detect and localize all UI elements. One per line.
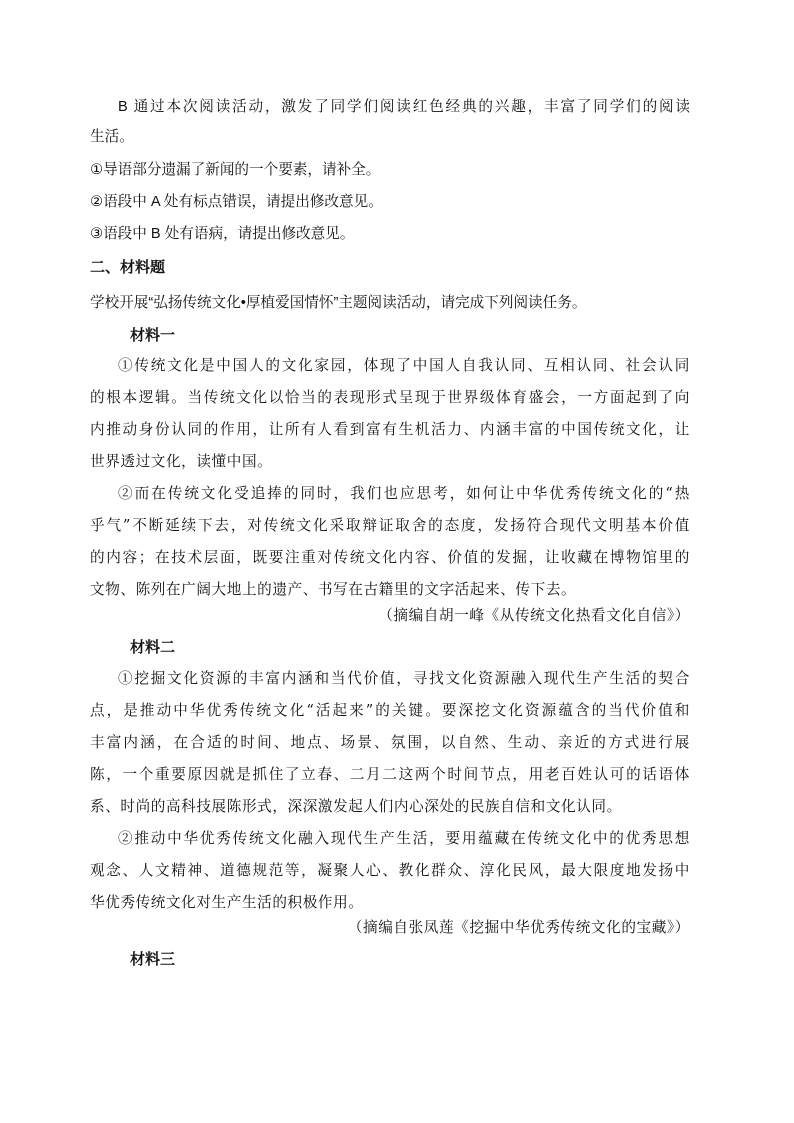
material-1-p2-line-3: 的内容；在技术层面，既要注重对传统文化内容、价值的发掘，让收藏在博物馆里的 bbox=[90, 549, 690, 566]
section-intro: 学校开展“弘扬传统文化•厚植爱国情怀”主题阅读活动，请完成下列阅读任务。 bbox=[90, 295, 587, 311]
material-3-title: 材料三 bbox=[130, 951, 176, 968]
material-2-p2-line-2: 观念、人文精神、道德规范等，凝聚人心、教化群众、淳化民风，最大限度地发扬中 bbox=[90, 862, 690, 879]
material-1-title: 材料一 bbox=[130, 327, 176, 344]
material-2-p2-line-3: 华优秀传统文化对生产生活的积极作用。 bbox=[90, 894, 364, 911]
material-1-p1-line-2: 的根本逻辑。当传统文化以恰当的表现形式呈现于世界级体育盛会，一方面起到了向 bbox=[90, 389, 690, 406]
material-2-source: （摘编自张凤莲《挖掘中华优秀传统文化的宝藏》） bbox=[347, 919, 690, 936]
question-2: ②语段中 A 处有标点错误，请提出修改意见。 bbox=[90, 194, 383, 210]
material-1-p2-line-4: 文物、陈列在广阔大地上的遗产、书写在古籍里的文字活起来、传下去。 bbox=[90, 581, 577, 598]
material-1-p1-line-4: 世界透过文化，读懂中国。 bbox=[90, 453, 273, 470]
option-b-line-2: 生活。 bbox=[90, 129, 134, 145]
material-1-source: （摘编自胡一峰《从传统文化热看文化自信》） bbox=[378, 607, 690, 624]
option-b-line-1: B 通过本次阅读活动，激发了同学们阅读红色经典的兴趣，丰富了同学们的阅读 bbox=[118, 99, 690, 115]
material-2-p1-line-4: 陈，一个重要原因就是抓住了立春、二月二这两个时间节点，用老百姓认可的话语体 bbox=[90, 766, 690, 783]
question-3: ③语段中 B 处有语病，请提出修改意见。 bbox=[90, 226, 355, 242]
material-1-p2-line-2: 乎气”不断延续下去，对传统文化采取辩证取舍的态度，发扬符合现代文明基本价值 bbox=[90, 517, 690, 534]
material-2-p1-line-3: 丰富内涵，在合适的时间、地点、场景、氛围，以自然、生动、亲近的方式进行展 bbox=[90, 734, 690, 751]
material-1-p1-line-1: ①传统文化是中国人的文化家园，体现了中国人自我认同、互相认同、社会认同 bbox=[118, 357, 690, 374]
section-heading: 二、材料题 bbox=[90, 259, 166, 276]
question-1: ①导语部分遗漏了新闻的一个要素，请补全。 bbox=[90, 162, 381, 178]
material-1-p2-line-1: ②而在传统文化受追捧的同时，我们也应思考，如何让中华优秀传统文化的“热 bbox=[118, 485, 690, 502]
material-2-p1-line-2: 点，是推动中华优秀传统文化“活起来”的关键。要深挖文化资源蕴含的当代价值和 bbox=[90, 702, 690, 719]
material-2-title: 材料二 bbox=[130, 639, 176, 656]
material-2-p2-line-1: ②推动中华优秀传统文化融入现代生产生活，要用蕴藏在传统文化中的优秀思想 bbox=[118, 830, 690, 847]
material-1-p1-line-3: 内推动身份认同的作用，让所有人看到富有生机活力、内涵丰富的中国传统文化，让 bbox=[90, 421, 690, 438]
material-2-p1-line-5: 系、时尚的高科技展陈形式，深深激发起人们内心深处的民族自信和文化认同。 bbox=[90, 798, 622, 815]
material-2-p1-line-1: ①挖掘文化资源的丰富内涵和当代价值，寻找文化资源融入现代生产生活的契合 bbox=[118, 670, 690, 687]
